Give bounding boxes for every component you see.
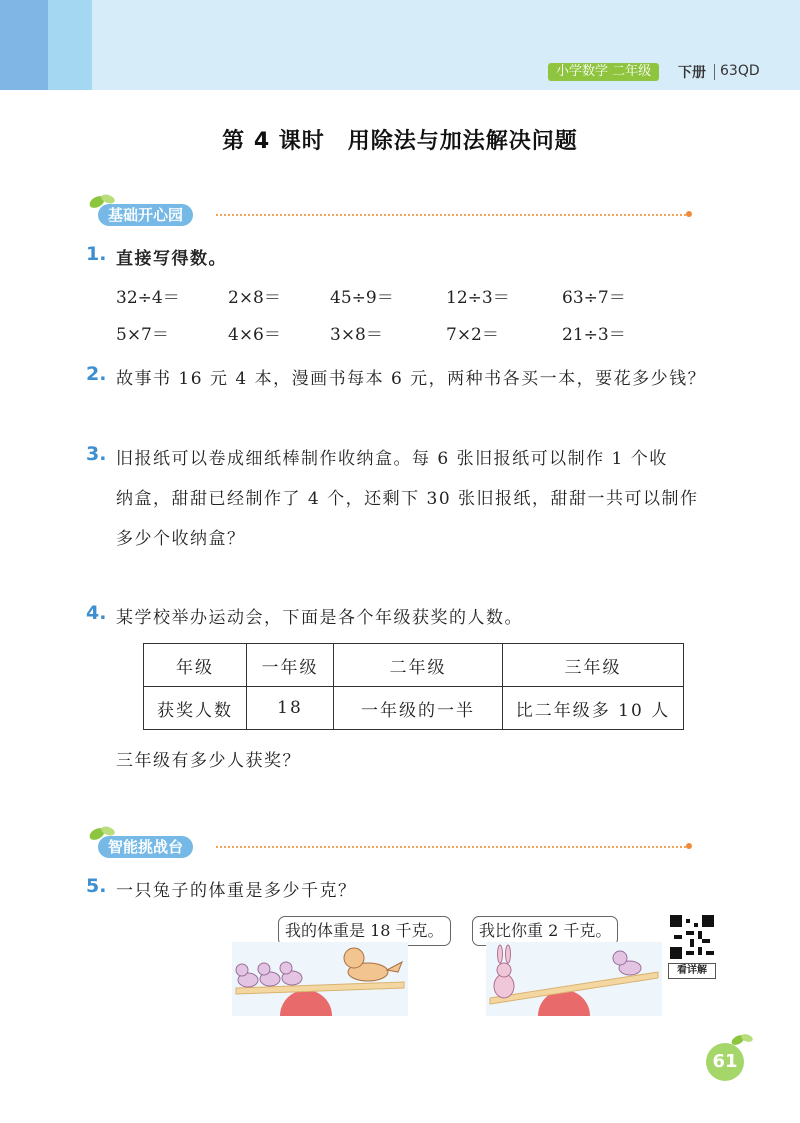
qr-code[interactable] — [670, 915, 714, 959]
volume-label: 下册 — [678, 65, 706, 81]
speech-bubble: 我的体重是 18 千克。 — [278, 916, 451, 946]
table-cell: 一年级的一半 — [334, 687, 503, 730]
problem-5-number: 5. — [86, 875, 107, 897]
table-header-cell: 二年级 — [334, 644, 503, 687]
seesaw-cats-dog-illustration — [232, 942, 408, 1016]
seesaw-rabbit-cat-illustration — [486, 942, 662, 1016]
header-divider — [714, 64, 715, 80]
page-number: 61 — [706, 1043, 744, 1081]
problem-2-text: 故事书 16 元 4 本，漫画书每本 6 元，两种书各买一本，要花多少钱？ — [116, 369, 707, 389]
speech-bubble: 我比你重 2 千克。 — [472, 916, 618, 946]
section-challenge — [88, 830, 698, 860]
section-challenge-label: 智能挑战台 — [98, 836, 193, 858]
equation: 2×8＝ — [228, 288, 281, 308]
table-cell: 18 — [247, 687, 334, 730]
table-header-cell: 三年级 — [503, 644, 684, 687]
equation: 7×2＝ — [446, 325, 499, 345]
equation: 32÷4＝ — [116, 288, 180, 308]
problem-1-number: 1. — [86, 243, 107, 265]
problem-4-number: 4. — [86, 602, 107, 624]
book-code: 63QD — [720, 63, 760, 79]
problem-3-number: 3. — [86, 443, 107, 465]
equation: 63÷7＝ — [562, 288, 626, 308]
rule-end-dot — [686, 843, 692, 849]
table-header-cell: 一年级 — [247, 644, 334, 687]
table-row — [144, 687, 684, 730]
series-label: 小学数学 二年级 — [548, 63, 659, 81]
dotted-rule — [216, 846, 686, 848]
problem-3-line: 旧报纸可以卷成细纸棒制作收纳盒。每 6 张旧报纸可以制作 1 个收 — [116, 449, 668, 469]
table-cell: 比二年级多 10 人 — [503, 687, 684, 730]
table-row — [144, 644, 684, 687]
problem-4-text: 某学校举办运动会，下面是各个年级获奖的人数。 — [116, 608, 523, 628]
page-header — [0, 0, 800, 90]
equation: 45÷9＝ — [330, 288, 394, 308]
table-header-cell: 年级 — [144, 644, 247, 687]
problem-4-question: 三年级有多少人获奖？ — [116, 751, 301, 771]
section-basic — [88, 198, 698, 228]
rule-end-dot — [686, 211, 692, 217]
problem-5-text: 一只兔子的体重是多少千克？ — [116, 881, 357, 901]
equation: 5×7＝ — [116, 325, 169, 345]
lesson-title: 第 4 课时 用除法与加法解决问题 — [222, 129, 578, 154]
problem-3-line: 多少个收纳盒？ — [116, 529, 246, 549]
section-basic-label: 基础开心园 — [98, 204, 193, 226]
problem-1-text: 直接写得数。 — [116, 249, 227, 269]
dotted-rule — [216, 214, 686, 216]
problem-2-number: 2. — [86, 363, 107, 385]
equation: 21÷3＝ — [562, 325, 626, 345]
equation: 4×6＝ — [228, 325, 281, 345]
qr-caption: 看详解 — [668, 963, 716, 979]
equation: 12÷3＝ — [446, 288, 510, 308]
awards-table — [143, 643, 684, 730]
problem-3-line: 纳盒，甜甜已经制作了 4 个，还剩下 30 张旧报纸，甜甜一共可以制作 — [116, 489, 699, 509]
equation: 3×8＝ — [330, 325, 383, 345]
table-cell: 获奖人数 — [144, 687, 247, 730]
